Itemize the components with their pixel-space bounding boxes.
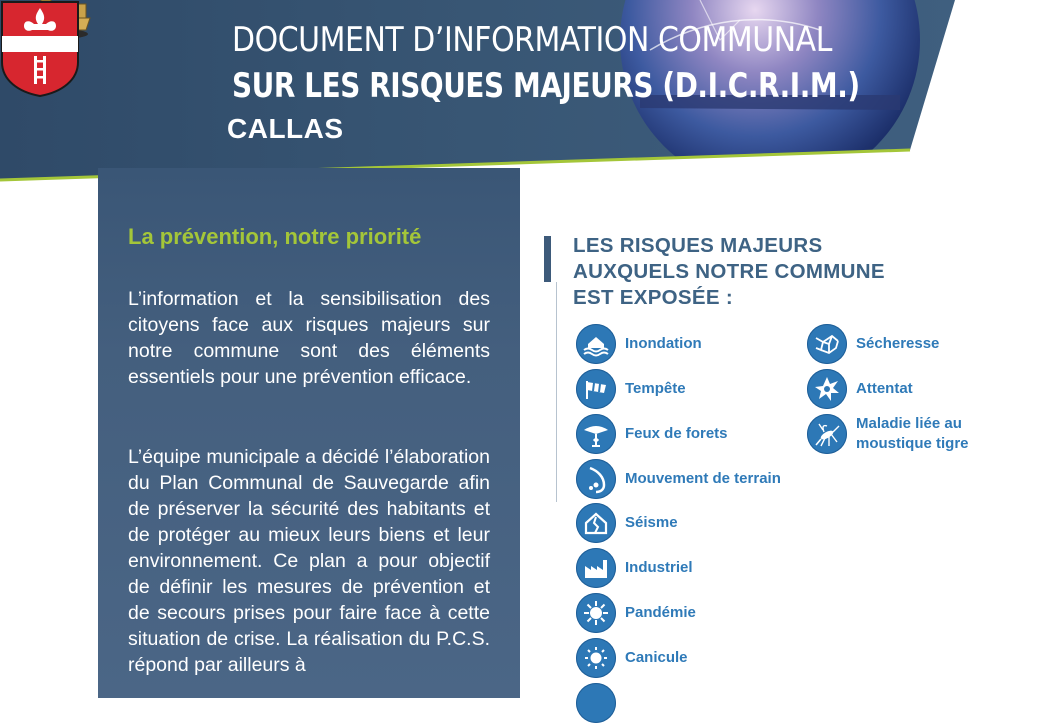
risk-item-moustique [807,414,969,454]
risk-item-mouvement [576,459,781,499]
commune-name: CALLAS [227,113,344,144]
risk-label: Attentat [856,380,913,397]
sun-icon [576,638,616,678]
partial-risk-icon [576,683,616,723]
prevention-panel [98,168,520,698]
risks-heading [573,233,933,311]
risk-item-industriel [576,548,693,588]
risks-heading-line1: LES RISQUES MAJEURS [573,234,823,257]
storm-windsock-icon [576,369,616,409]
risk-label [856,414,969,454]
prevention-title: La prévention, notre priorité [128,224,422,249]
risk-item-canicule [576,638,688,678]
forest-fire-icon [576,414,616,454]
risk-item-secheresse [807,324,939,364]
risk-label-line2: moustique tigre [856,435,969,452]
risk-item-seisme [576,503,678,543]
risk-item-pandemie [576,593,696,633]
risk-label: Sécheresse [856,335,940,352]
prevention-paragraph-1: L’information et la sensibilisation des citoyens face aux risques majeurs sur notre commune sont des éléments essentiels pour une prévention efficace. [128,288,490,388]
risks-heading-line2: AUXQUELS NOTRE COMMUNE [573,260,885,283]
coat-of-arms-icon [0,0,80,98]
explosion-icon [807,369,847,409]
risk-label: Pandémie [625,604,696,621]
risk-item-tempete [576,369,686,409]
risk-label: Inondation [625,335,702,352]
section-accent-bar [544,236,551,282]
flood-icon [576,324,616,364]
risk-label: Canicule [625,649,688,666]
risk-item-attentat [807,369,913,409]
document-title-line1: DOCUMENT D’INFORMATION COMMUNAL [232,20,832,60]
prevention-paragraph-2: L’équipe municipale a décidé l’élaboration du Plan Communal de Sauvegarde afin de préserver la sécurité des habitants et de protéger au mieux leurs biens et leur environnement. Ce plan a pour objectif de définir les mesures de prévention et de secours prises pour faire face à cette situation de crise. La réalisation du P.C.S. répond par ailleurs à [128,446,490,676]
risk-item-partial [576,683,616,723]
risk-label: Tempête [625,380,686,397]
risk-item-inondation [576,324,702,364]
earthquake-icon [576,503,616,543]
risk-label-line1: Maladie liée au [856,415,962,432]
risk-item-feux [576,414,728,454]
risk-label: Mouvement de terrain [625,470,781,487]
risk-label: Feux de forets [625,425,728,442]
risks-heading-line3: EST EXPOSÉE : [573,286,733,309]
document-title-line2: SUR LES RISQUES MAJEURS (D.I.C.R.I.M.) [232,66,860,106]
section-divider-line [556,282,557,502]
risk-label: Séisme [625,514,678,531]
mosquito-icon [807,414,847,454]
landslide-icon [576,459,616,499]
virus-icon [576,593,616,633]
risk-label: Industriel [625,559,693,576]
drought-icon [807,324,847,364]
factory-icon [576,548,616,588]
